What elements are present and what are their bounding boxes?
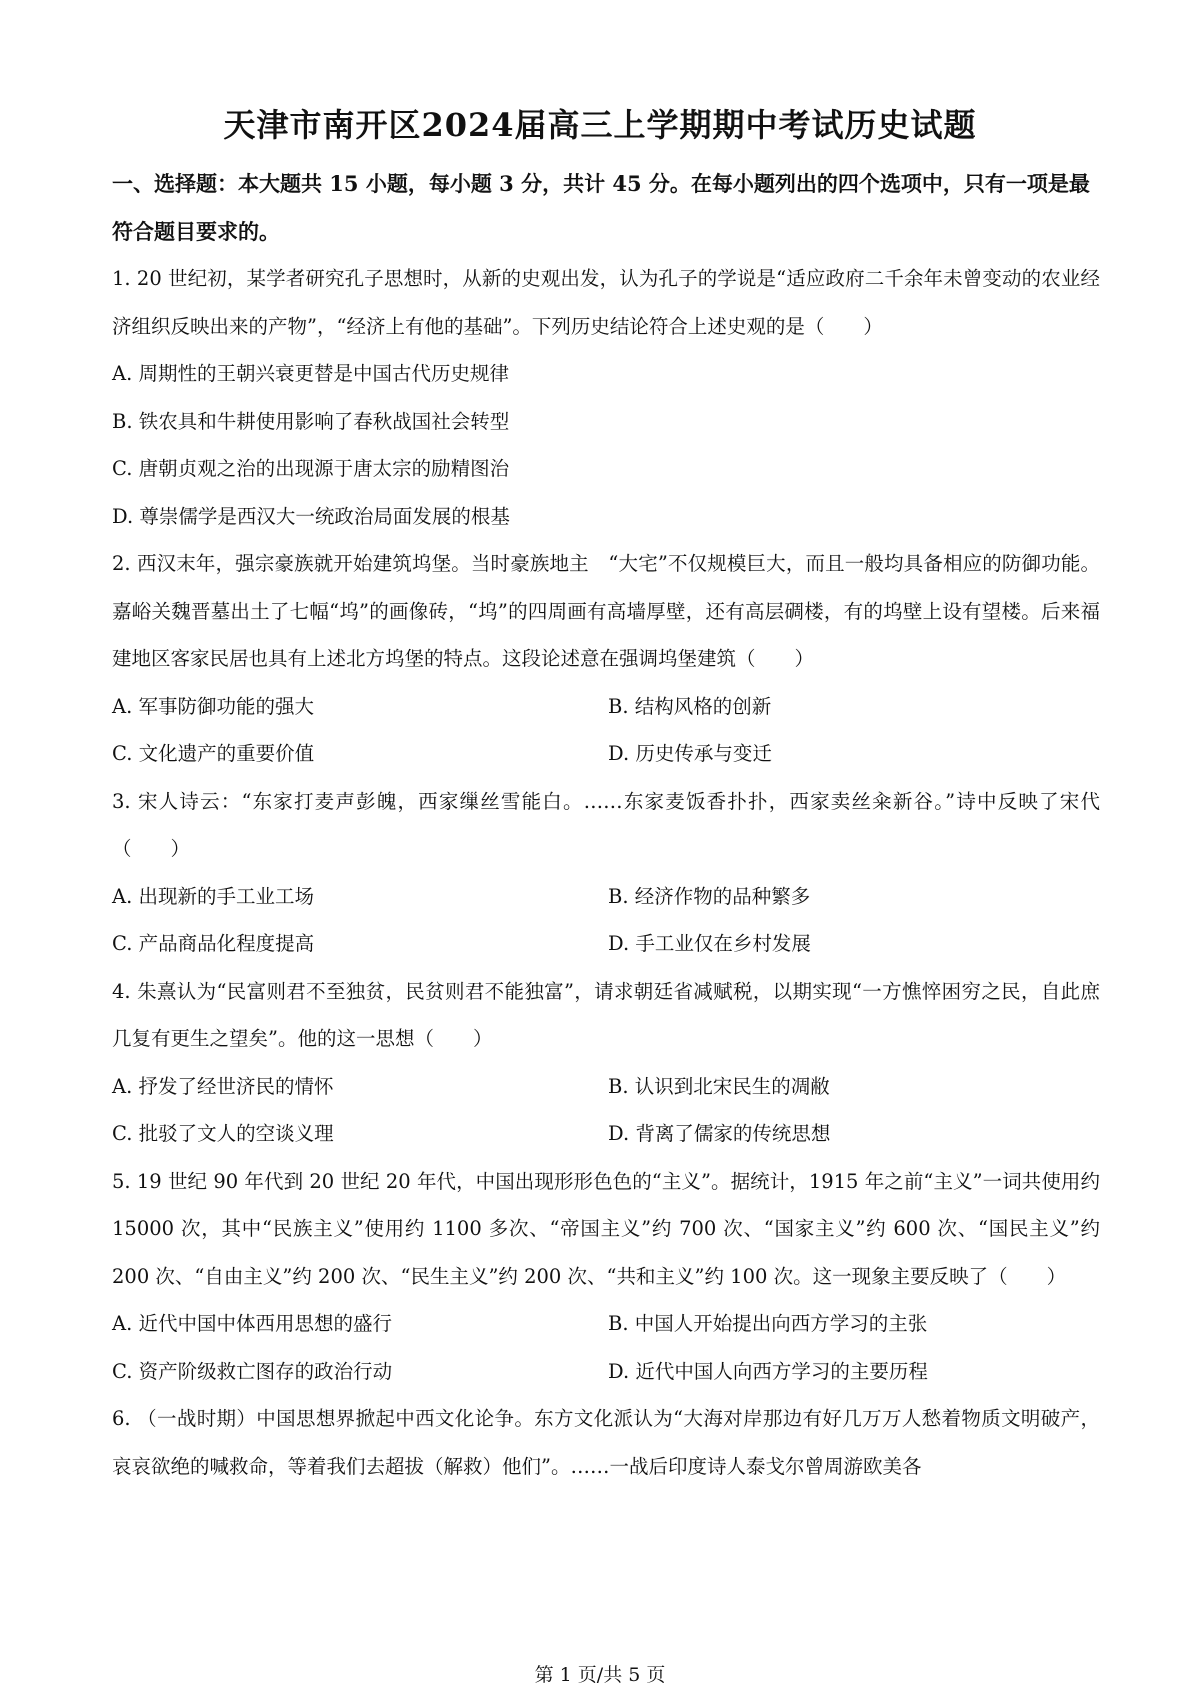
option-a: A. 军事防御功能的强大 — [112, 694, 314, 718]
option-c: C. 资产阶级救亡图存的政治行动 — [112, 1359, 393, 1383]
exam-body — [112, 160, 1100, 1490]
option-a: A. 周期性的王朝兴衰更替是中国古代历史规律 — [112, 362, 509, 385]
question-stem: 5. 19 世纪 90 年代到 20 世纪 20 年代，中国出现形形色色的“主义”。据统计，1915 年之前“主义”一词共使用约 15000 次，其中“民族主义”使用约 1100 多次、“帝国主义”约 700 次、“国家主义”约 600 次、“国民主义”约 200 次、“自由主义”约 200 次、“民生主义”约 200 次、“共和主义”约 100 次。这一现象主要反映了（ ） — [112, 1169, 1100, 1288]
options-list — [112, 1063, 1100, 1158]
option-d: D. 近代中国人向西方学习的主要历程 — [608, 1359, 928, 1383]
option-b: B. 铁农具和牛耕使用影响了春秋战国社会转型 — [112, 409, 510, 433]
option-d: D. 手工业仅在乡村发展 — [608, 932, 811, 955]
section-heading: 一、选择题：本大题共 15 小题，每小题 3 分，共计 45 分。在每小题列出的四个选项中，只有一项是最符合题目要求的。 — [112, 171, 1090, 244]
question-5 — [112, 1158, 1100, 1396]
option-c: C. 批驳了文人的空谈义理 — [112, 1122, 334, 1145]
option-a: A. 抒发了经世济民的情怀 — [112, 1074, 334, 1098]
option-d: D. 历史传承与变迁 — [608, 742, 772, 765]
question-stem: 2. 西汉末年，强宗豪族就开始建筑坞堡。当时豪族地主 “大宅”不仅规模巨大，而且一般均具备相应的防御功能。嘉峪关魏晋墓出土了七幅“坞”的画像砖，“坞”的四周画有高墙厚壁，还有高层碉楼，有的坞壁上设有望楼。后来福建地区客家民居也具有上述北方坞堡的特点。这段论述意在强调坞堡建筑（ ） — [112, 552, 1100, 670]
option-a: A. 出现新的手工业工场 — [112, 884, 314, 908]
page-title: 天津市南开区2024届高三上学期期中考试历史试题 — [223, 106, 977, 144]
question-3 — [112, 778, 1100, 968]
option-d: D. 尊崇儒学是西汉大一统政治局面发展的根基 — [112, 504, 510, 528]
options-list — [112, 683, 1100, 778]
option-b: B. 经济作物的品种繁多 — [608, 884, 811, 908]
options-list — [112, 1300, 1100, 1395]
option-b: B. 中国人开始提出向西方学习的主张 — [608, 1312, 928, 1335]
question-1 — [112, 255, 1100, 540]
question-6 — [112, 1395, 1100, 1490]
options-list — [112, 873, 1100, 968]
question-stem: 1. 20 世纪初，某学者研究孔子思想时，从新的史观出发，认为孔子的学说是“适应政府二千余年未曾变动的农业经济组织反映出来的产物”，“经济上有他的基础”。下列历史结论符合上述史观的是（ ） — [112, 267, 1100, 338]
options-list — [112, 350, 1100, 540]
option-c: C. 文化遗产的重要价值 — [112, 742, 315, 765]
question-2 — [112, 540, 1100, 778]
option-a: A. 近代中国中体西用思想的盛行 — [112, 1312, 392, 1335]
option-c: C. 产品商品化程度提高 — [112, 932, 315, 955]
question-stem: 6. （一战时期）中国思想界掀起中西文化论争。东方文化派认为“大海对岸那边有好几万万人愁着物质文明破产，哀哀欲绝的喊救命，等着我们去超拔（解救）他们”。……一战后印度诗人泰戈尔曾周游欧美各 — [112, 1407, 1100, 1478]
option-b: B. 认识到北宋民生的凋敝 — [608, 1074, 830, 1098]
question-4 — [112, 968, 1100, 1158]
page-number: 第 1 页/共 5 页 — [534, 1664, 666, 1686]
option-b: B. 结构风格的创新 — [608, 694, 772, 718]
option-c: C. 唐朝贞观之治的出现源于唐太宗的励精图治 — [112, 457, 510, 480]
question-stem: 3. 宋人诗云：“东家打麦声彭魄，西家缫丝雪能白。……东家麦饭香扑扑，西家卖丝籴新谷。”诗中反映了宋代（ ） — [112, 789, 1100, 860]
option-d: D. 背离了儒家的传统思想 — [608, 1122, 831, 1145]
question-stem: 4. 朱熹认为“民富则君不至独贫，民贫则君不能独富”，请求朝廷省减赋税，以期实现“一方憔悴困穷之民，自此庶几复有更生之望矣”。他的这一思想（ ） — [112, 979, 1100, 1050]
